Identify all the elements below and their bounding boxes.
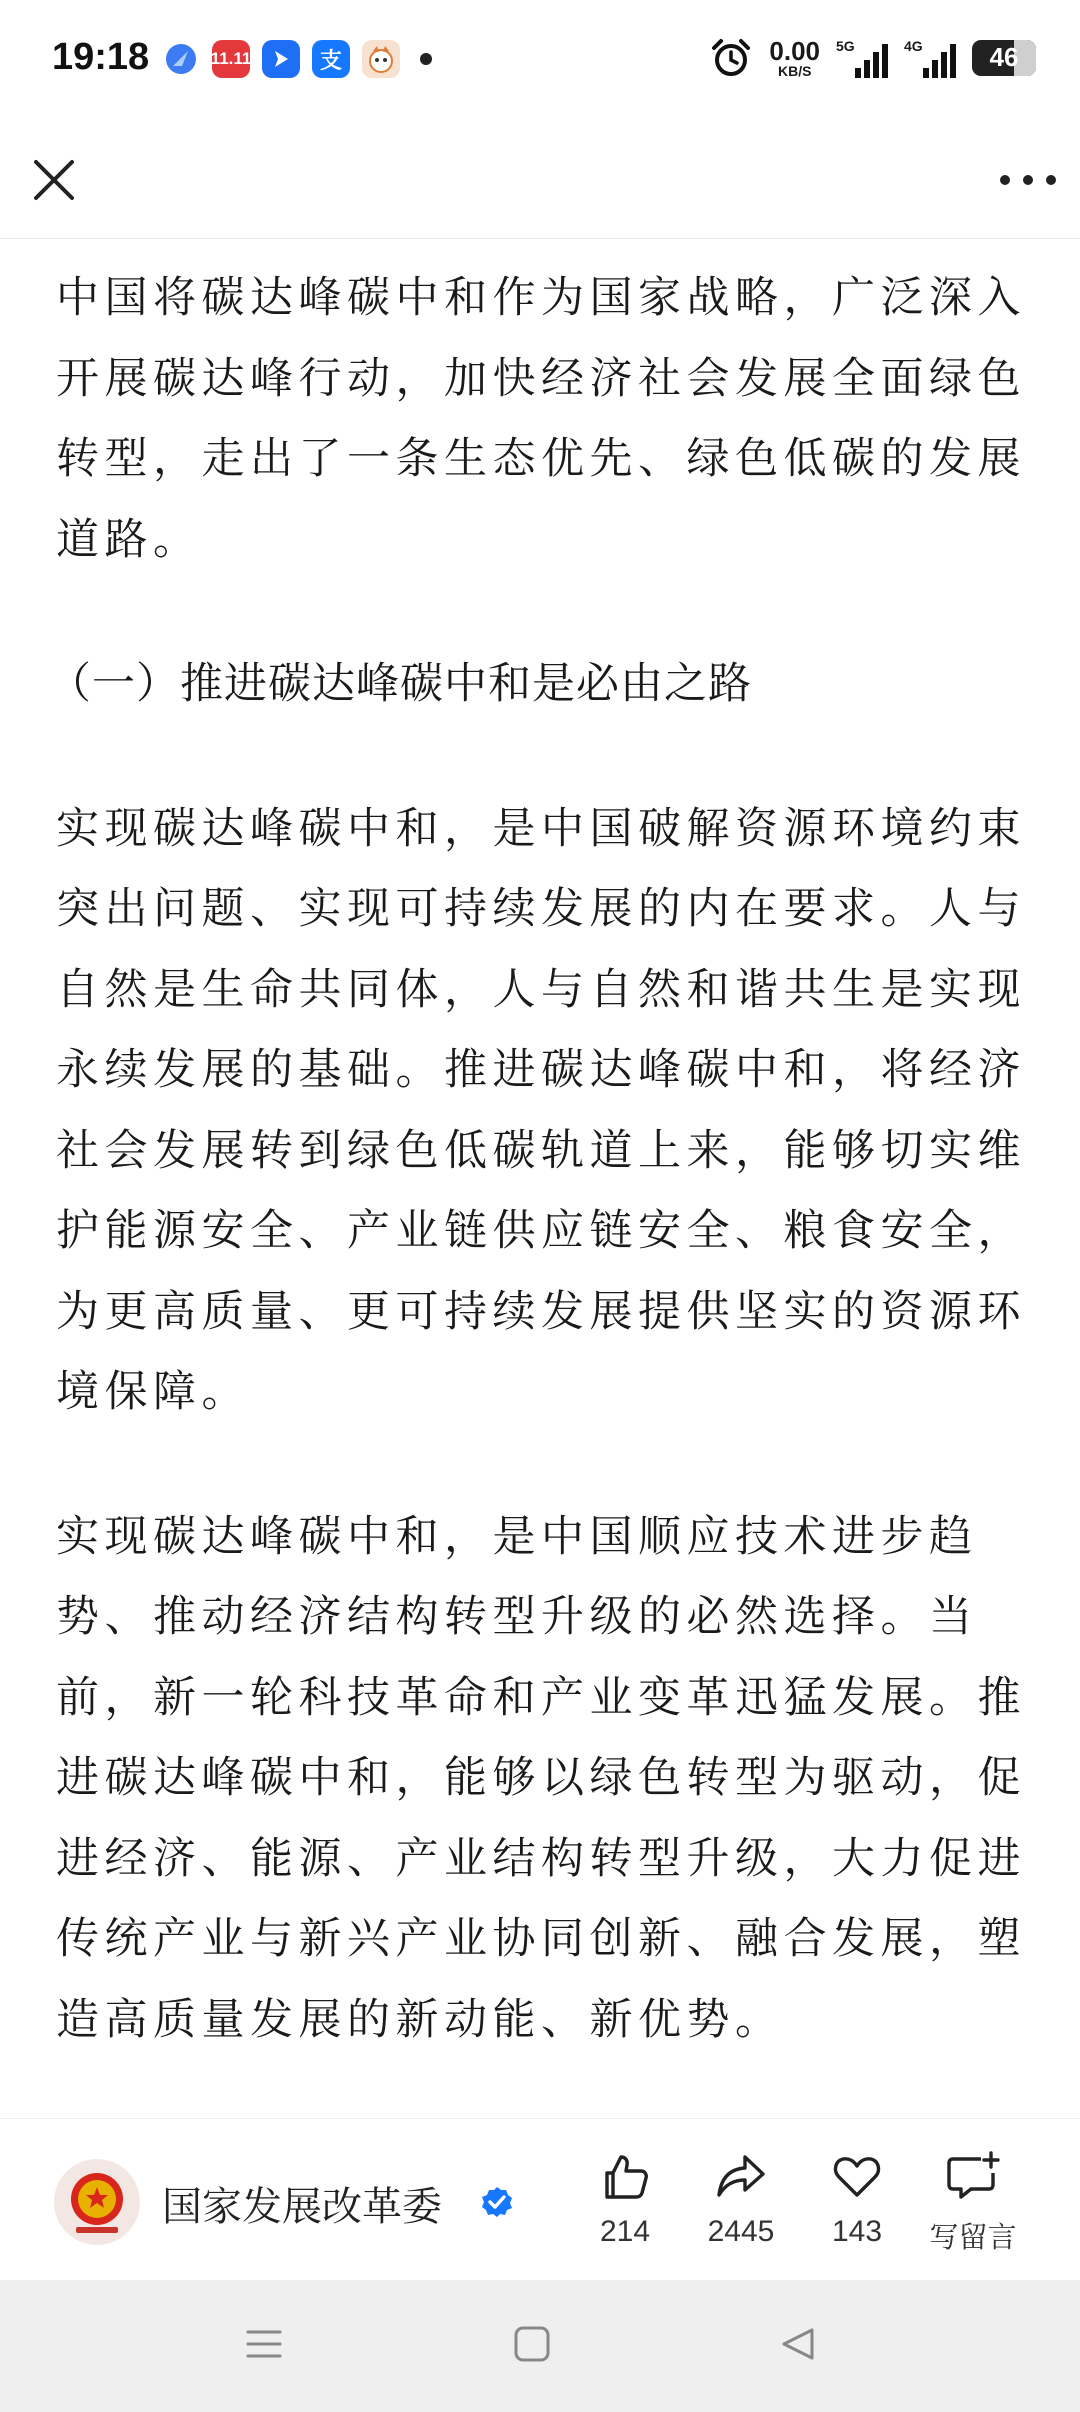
section-subheading: （一）推进碳达峰碳中和是必由之路 bbox=[48, 659, 752, 709]
network-speed-value: 0.00 bbox=[769, 36, 820, 66]
emblem-icon bbox=[54, 2159, 140, 2245]
more-notifications-dot bbox=[420, 53, 432, 65]
pet-app-icon bbox=[362, 40, 400, 78]
alarm-icon bbox=[709, 36, 753, 80]
more-button[interactable] bbox=[1000, 160, 1056, 200]
article-paragraph: 中国将碳达峰碳中和作为国家战略，广泛深入开展碳达峰行动，加快经济社会发展全面绿色转型，走出了一条生态优先、绿色低碳的发展道路。 bbox=[56, 273, 1026, 565]
battery-indicator bbox=[972, 40, 1036, 76]
system-nav-bar bbox=[0, 2280, 1080, 2412]
status-bar bbox=[0, 0, 1080, 120]
article-action-bar bbox=[0, 2118, 1080, 2281]
close-icon bbox=[28, 154, 80, 206]
favorite-count: 143 bbox=[831, 2215, 883, 2248]
network-speed bbox=[769, 38, 820, 78]
favorite-button[interactable] bbox=[802, 2149, 912, 2249]
maps-icon bbox=[262, 40, 300, 78]
back-icon[interactable] bbox=[778, 2324, 818, 2364]
notification-app-icons bbox=[162, 40, 432, 78]
signal-4g-label: 4G bbox=[904, 38, 923, 54]
article-paragraph: 实现碳达峰碳中和，是中国破解资源环境约束突出问题、实现可持续发展的内在要求。人与自然是生命共同体，人与自然和谐共生是实现永续发展的基础。推进碳达峰碳中和，将经济社会发展转到绿色低碳轨道上来，能够切实维护能源安全、产业链供应链安全、粮食安全，为更高质量、更可持续发展提供坚实的资源环境保障。 bbox=[56, 803, 1026, 1417]
share-count: 2445 bbox=[707, 2215, 775, 2248]
like-button[interactable] bbox=[570, 2149, 680, 2249]
heart-icon bbox=[829, 2149, 885, 2205]
browser-icon bbox=[162, 40, 200, 78]
alipay-icon: 支 bbox=[312, 40, 350, 78]
top-nav bbox=[0, 120, 1080, 239]
more-icon bbox=[1000, 175, 1010, 185]
home-icon[interactable] bbox=[512, 2324, 552, 2364]
account-avatar[interactable] bbox=[54, 2159, 140, 2245]
status-time: 19:18 bbox=[52, 36, 150, 78]
share-icon bbox=[713, 2149, 769, 2205]
account-name[interactable]: 国家发展改革委 bbox=[162, 2184, 442, 2230]
signal-4g bbox=[904, 38, 956, 78]
tmall-icon: 11.11 bbox=[212, 40, 250, 78]
comment-add-icon bbox=[943, 2149, 1003, 2205]
share-button[interactable] bbox=[686, 2149, 796, 2249]
menu-icon[interactable] bbox=[244, 2324, 284, 2364]
signal-5g bbox=[836, 38, 888, 78]
article-paragraph: 实现碳达峰碳中和，是中国顺应技术进步趋势、推动经济结构转型升级的必然选择。当前，新一轮科技革命和产业变革迅猛发展。推进碳达峰碳中和，能够以绿色转型为驱动，促进经济、能源、产业结构转型升级，大力促进传统产业与新兴产业协同创新、融合发展，塑造高质量发展的新动能、新优势。 bbox=[56, 1511, 1026, 2045]
comment-label: 写留言 bbox=[929, 2220, 1017, 2254]
close-button[interactable] bbox=[28, 154, 80, 206]
signal-5g-label: 5G bbox=[836, 38, 855, 54]
battery-level: 46 bbox=[989, 42, 1019, 72]
verified-badge-icon bbox=[480, 2185, 514, 2219]
network-speed-unit: KB/S bbox=[777, 63, 812, 79]
like-count: 214 bbox=[599, 2215, 651, 2248]
comment-button[interactable] bbox=[918, 2149, 1028, 2256]
thumbs-up-icon bbox=[597, 2149, 653, 2205]
article-body bbox=[48, 258, 1028, 2060]
